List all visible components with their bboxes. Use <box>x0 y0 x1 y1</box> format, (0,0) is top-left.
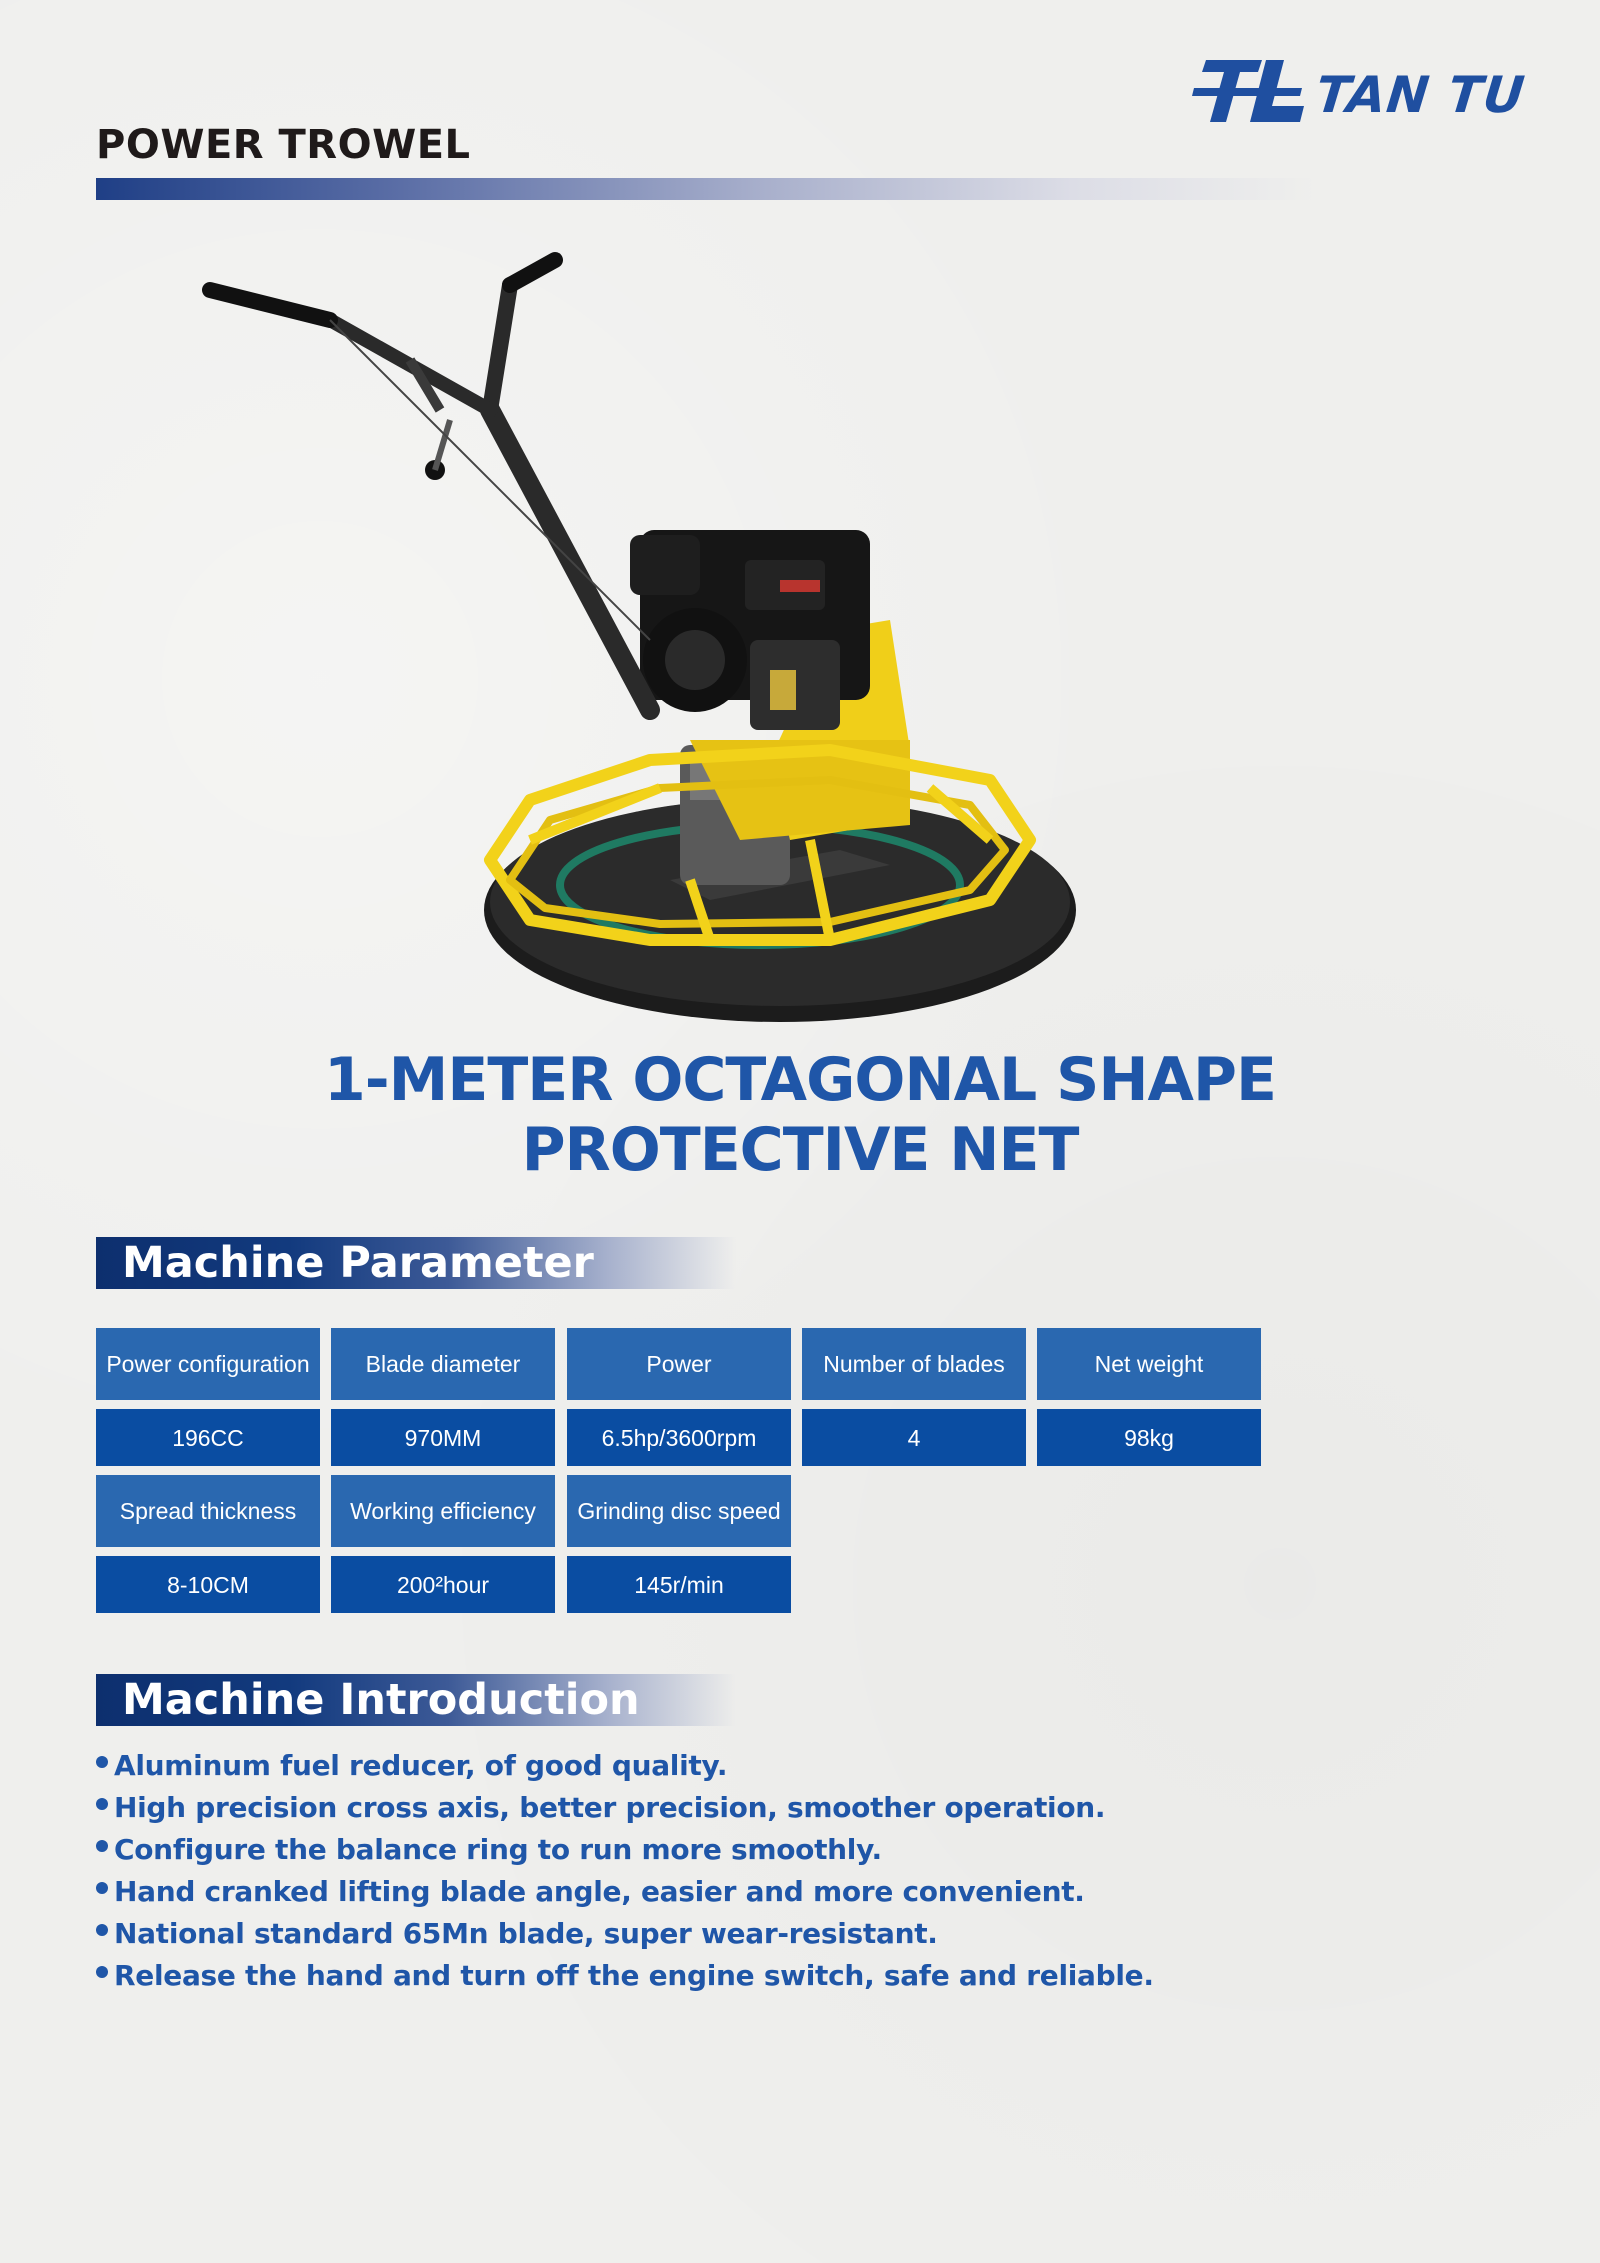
list-item: High precision cross axis, better precision, smoother operation. <box>96 1787 1154 1829</box>
bullet-dot-icon <box>96 1798 108 1810</box>
bullet-dot-icon <box>96 1966 108 1978</box>
param-value-power: 6.5hp/3600rpm <box>567 1409 791 1466</box>
list-item: Hand cranked lifting blade angle, easier and more convenient. <box>96 1871 1154 1913</box>
bullet-dot-icon <box>96 1840 108 1852</box>
parameters-heading-ribbon <box>96 1237 736 1289</box>
param-header-working-efficiency: Working efficiency <box>331 1475 555 1547</box>
bullet-dot-icon <box>96 1882 108 1894</box>
list-item: National standard 65Mn blade, super wear-resistant. <box>96 1913 1154 1955</box>
introduction-heading-ribbon <box>96 1674 736 1726</box>
introduction-heading: Machine Introduction <box>122 1675 640 1725</box>
param-value-spread-thickness: 8-10CM <box>96 1556 320 1613</box>
bullet-dot-icon <box>96 1924 108 1936</box>
param-value-blade-diameter: 970MM <box>331 1409 555 1466</box>
product-headline <box>0 1045 1600 1185</box>
param-value-grinding-disc-speed: 145r/min <box>567 1556 791 1613</box>
page-title: POWER TROWEL <box>96 122 471 168</box>
list-item: Aluminum fuel reducer, of good quality. <box>96 1745 1154 1787</box>
param-header-spread-thickness: Spread thickness <box>96 1475 320 1547</box>
bullet-dot-icon <box>96 1756 108 1768</box>
list-item: Configure the balance ring to run more smoothly. <box>96 1829 1154 1871</box>
param-value-net-weight: 98kg <box>1037 1409 1261 1466</box>
param-header-power: Power <box>567 1328 791 1400</box>
param-value-number-of-blades: 4 <box>802 1409 1026 1466</box>
list-item: Release the hand and turn off the engine switch, safe and reliable. <box>96 1955 1154 1997</box>
param-value-working-efficiency: 200²hour <box>331 1556 555 1613</box>
title-underline-bar <box>96 178 1316 200</box>
param-header-net-weight: Net weight <box>1037 1328 1261 1400</box>
tl-monogram-logo-icon <box>1192 60 1310 122</box>
introduction-list <box>96 1745 1154 1997</box>
parameters-heading: Machine Parameter <box>122 1238 594 1288</box>
headline-line-2: PROTECTIVE NET <box>521 1115 1079 1185</box>
param-header-number-of-blades: Number of blades <box>802 1328 1026 1400</box>
power-trowel-machine-image <box>190 240 1090 1040</box>
param-header-grinding-disc-speed: Grinding disc speed <box>567 1475 791 1547</box>
brand-name: TAN TU <box>1312 66 1528 124</box>
headline-line-1: 1-METER OCTAGONAL SHAPE <box>324 1045 1276 1115</box>
brand-logo <box>1192 56 1528 126</box>
param-header-power-configuration: Power configuration <box>96 1328 320 1400</box>
param-header-blade-diameter: Blade diameter <box>331 1328 555 1400</box>
param-value-power-configuration: 196CC <box>96 1409 320 1466</box>
